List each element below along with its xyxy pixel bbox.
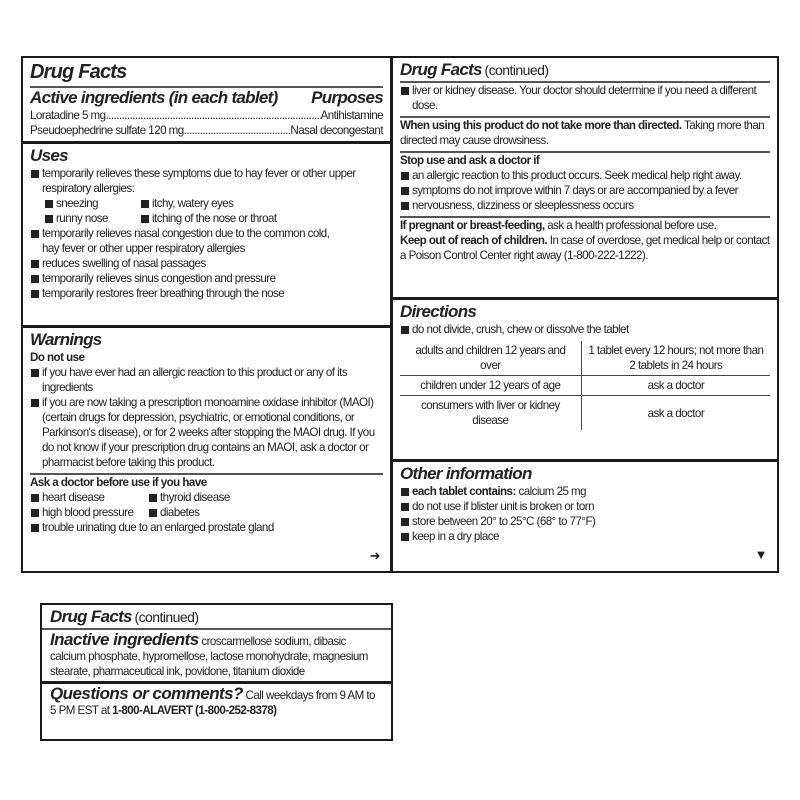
list-item: reduces swelling of nasal passages (30, 256, 383, 271)
warnings-section (23, 328, 390, 563)
directions-section (393, 300, 777, 462)
uses-heading: Uses (30, 146, 68, 165)
list-item: trouble urinating due to an enlarged prostate gland (30, 520, 383, 535)
inactive-ingredients-heading: Inactive ingredients (50, 630, 199, 649)
arrow-down-icon: ▼ (754, 547, 767, 562)
questions-heading: Questions or comments? (50, 684, 243, 703)
inactive-ingredients-section: Inactive ingredients croscarmellose sodium, dibasic calcium phosphate, hypromellose, lactose monohydrate, magnesium stearate, pharmaceutical ink, povidone, titanium dioxide (42, 630, 391, 684)
active-ingredients-section (23, 58, 390, 144)
drug-facts-title: Drug Facts (30, 61, 127, 83)
phone-number: 1-800-ALAVERT (1-800-252-8378) (112, 704, 277, 717)
ask-doctor-heading: Ask a doctor before use if you have (30, 476, 207, 489)
list-item: an allergic reaction to this product occurs. Seek medical help right away. (400, 168, 770, 183)
table-row: children under 12 years of age ask a doctor (400, 376, 770, 396)
list-item: runny nose (44, 211, 140, 226)
uses-section (23, 144, 390, 328)
list-item: diabetes (148, 505, 199, 520)
ingredient-row: Loratadine 5 mg ..... Antihistamine (30, 108, 383, 123)
list-item: thyroid disease (148, 490, 230, 505)
list-item: temporarily relieves nasal congestion due to the common cold, hay fever or other upper respiratory allergies (30, 226, 383, 256)
drug-facts-panel (21, 56, 779, 573)
table-row: consumers with liver or kidney disease ask a doctor (400, 396, 770, 431)
drug-facts-continued-title: Drug Facts (400, 60, 482, 79)
right-column (393, 58, 777, 571)
directions-heading: Directions (400, 302, 477, 321)
drug-facts-continued-title: Drug Facts (50, 607, 132, 626)
list-item: keep in a dry place (400, 529, 770, 544)
list-item: store between 20° to 25°C (68° to 77°F) (400, 514, 770, 529)
other-information-section (393, 462, 777, 570)
questions-section: Questions or comments? Call weekdays from 9 AM to 5 PM EST at 1-800-ALAVERT (1-800-252-8378) (50, 684, 375, 717)
list-item: sneezing (44, 196, 140, 211)
list-item: itching of the nose or throat (140, 211, 277, 226)
list-item: if you are now taking a prescription monoamine oxidase inhibitor (MAOI) (certain drugs for depression, psychiatric, or emotional conditions, or Parkinson's disease), or for 2 weeks after stopping the MAOI drug. If you do not know if your prescription drug contains an MAOI, ask a doctor or pharmacist before taking this product. (30, 395, 383, 470)
warnings-heading: Warnings (30, 330, 102, 349)
list-item: do not use if blister unit is broken or torn (400, 499, 770, 514)
other-information-heading: Other information (400, 464, 532, 483)
dosage-table (400, 341, 770, 430)
list-item: each tablet contains: calcium 25 mg (400, 484, 770, 499)
list-item: high blood pressure (30, 505, 148, 520)
list-item: symptoms do not improve within 7 days or are accompanied by a fever (400, 183, 770, 198)
list-item: temporarily relieves sinus congestion and pressure (30, 271, 383, 286)
stop-use-heading: Stop use and ask a doctor if (400, 154, 540, 167)
list-item: itchy, watery eyes (140, 196, 233, 211)
list-item: do not divide, crush, chew or dissolve the tablet (400, 322, 770, 337)
ingredient-row: Pseudoephedrine sulfate 120 mg ..... Nasal decongestant (30, 123, 383, 138)
arrow-right-icon: ➜ (369, 548, 380, 563)
list-item: heart disease (30, 490, 148, 505)
list-item: temporarily restores freer breathing through the nose (30, 286, 383, 301)
active-ingredients-heading: Active ingredients (in each tablet) (30, 88, 278, 107)
list-item: if you have ever had an allergic reaction to this product or any of its ingredients (30, 365, 383, 395)
list-item: liver or kidney disease. Your doctor should determine if you need a different dose. (400, 83, 770, 113)
list-item: nervousness, dizziness or sleeplessness occurs (400, 198, 770, 213)
purposes-heading: Purposes (311, 88, 383, 107)
drug-facts-continued-panel: Drug Facts (continued) Inactive ingredients croscarmellose sodium, dibasic calcium phosphate, hypromellose, lactose monohydrate, magnesium stearate, pharmaceutical ink, povidone, titanium dioxide Questions or comments? Call weekdays from 9 AM to 5 PM EST at 1-800-ALAVERT (1-800-252-8378) (40, 603, 393, 741)
left-column (23, 58, 393, 571)
list-item: temporarily relieves these symptoms due to hay fever or other upper respiratory allergies: (30, 166, 383, 196)
warnings-continued-section: Drug Facts (continued) liver or kidney disease. Your doctor should determine if you need a different dose. When using this product do not take more than directed. Taking more than directed may cause drowsiness. Stop use and ask a doctor if an allergic reaction to this product occurs. Seek medical help right away. symptoms do not improve within 7 days or are accompanied by a fever nervousness, dizziness or sleeplessness occurs If pregnant or breast-feeding, ask a health professional before use. Keep out of reach of children. In case of overdose, get medical help or contact a Poison Control Center right away (1-800-222-1222). (393, 58, 777, 300)
keep-out-text: Keep out of reach of children. In case of overdose, get medical help or contact a Poison Control Center right away (1-800-222-1222). (400, 234, 770, 262)
table-row: adults and children 12 years and over 1 tablet every 12 hours; not more than 2 tablets in 24 hours (400, 341, 770, 376)
pregnant-text: If pregnant or breast-feeding, ask a health professional before use. (400, 219, 717, 232)
do-not-use-heading: Do not use (30, 351, 85, 364)
when-using-text: When using this product do not take more than directed. Taking more than directed may cause drowsiness. (400, 119, 765, 147)
